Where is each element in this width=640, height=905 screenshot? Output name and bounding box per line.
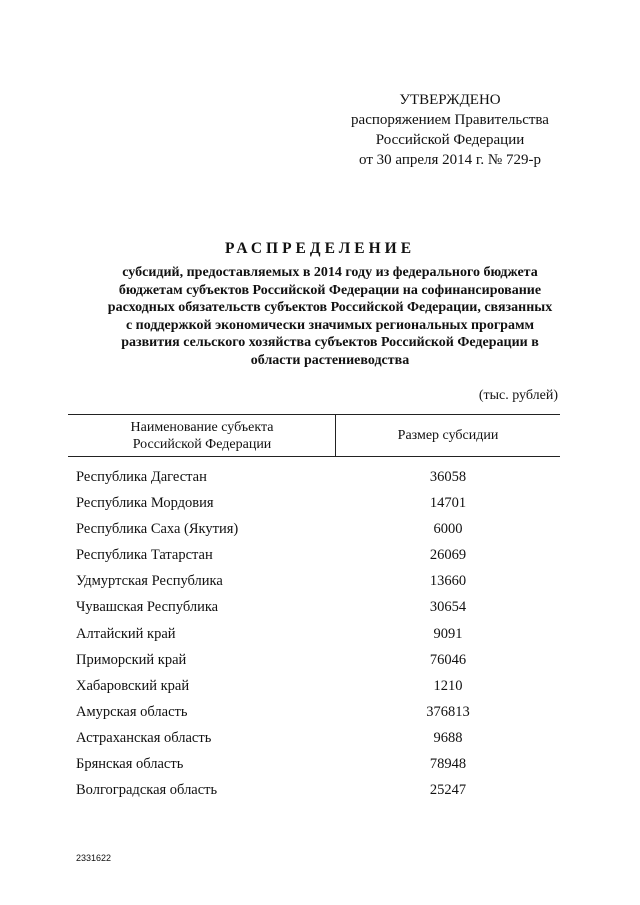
table-row [0, 725, 640, 751]
subtitle-line: субсидий, предоставляемых в 2014 году из федерального бюджета [122, 265, 538, 280]
table-row [0, 542, 640, 568]
approval-date: от 30 апреля 2014 г. № 729-р [359, 152, 541, 168]
region-name: Республика Мордовия [76, 495, 214, 512]
subsidy-amount: 13660 [429, 573, 467, 590]
subtitle-line: бюджетам субъектов Российской Федерации на софинансирование [118, 282, 542, 298]
units-label: (тыс. рублей) [478, 388, 558, 403]
table-top-rule [68, 414, 560, 415]
subsidy-amount: 376813 [426, 703, 470, 720]
subsidy-amount: 1210 [433, 677, 463, 694]
subsidy-table-body [0, 464, 640, 803]
region-name: Республика Дагестан [76, 469, 207, 485]
table-row [0, 673, 640, 699]
table-row [0, 568, 640, 594]
subsidy-amount: 25247 [429, 782, 467, 799]
table-row [0, 751, 640, 777]
region-name: Хабаровский край [76, 677, 190, 694]
region-name: Чувашская Республика [76, 599, 219, 616]
subtitle-line: расходных обязательств субъектов Российской Федерации, связанных [107, 300, 553, 315]
subsidy-amount: 36058 [429, 469, 467, 485]
document-number: 2331622 [76, 853, 112, 863]
column-header-amount: Размер субсидии [397, 428, 499, 443]
approval-line: распоряжением Правительства [351, 112, 549, 128]
table-row [0, 777, 640, 803]
table-row [0, 464, 640, 490]
approval-line: Российской Федерации [375, 132, 525, 148]
table-row [0, 490, 640, 516]
region-name: Алтайский край [76, 625, 176, 642]
subsidy-amount: 78948 [429, 756, 467, 773]
table-row [0, 647, 640, 673]
table-row [0, 699, 640, 725]
region-name: Республика Саха (Якутия) [76, 521, 239, 538]
document-title: РАСПРЕДЕЛЕНИЕ [224, 240, 416, 257]
region-name: Амурская область [76, 703, 188, 720]
approval-heading: УТВЕРЖДЕНО [399, 92, 501, 108]
table-row [0, 594, 640, 620]
subsidy-amount: 26069 [429, 547, 467, 564]
subsidy-amount: 9091 [433, 625, 463, 642]
region-name: Брянская область [76, 756, 184, 773]
subtitle-line: развития сельского хозяйства субъектов Российской Федерации в [121, 335, 539, 350]
subsidy-amount: 6000 [433, 521, 463, 538]
document-subtitle [60, 264, 600, 369]
region-name: Удмуртская Республика [76, 573, 223, 590]
subsidy-amount: 9688 [433, 729, 463, 746]
table-row [0, 516, 640, 542]
column-header-name [70, 419, 334, 453]
approval-stamp [330, 90, 570, 170]
subtitle-line: с поддержкой экономически значимых региональных программ [125, 317, 535, 333]
subsidy-amount: 14701 [429, 495, 467, 512]
region-name: Приморский край [76, 651, 187, 668]
subsidy-amount: 30654 [429, 599, 467, 616]
region-name: Астраханская область [76, 729, 212, 746]
table-row [0, 621, 640, 647]
column-header-name-line: Наименование субъекта [130, 420, 274, 435]
region-name: Республика Татарстан [76, 547, 213, 564]
table-header-rule [68, 456, 560, 457]
region-name: Волгоградская область [76, 782, 218, 799]
column-header-name-line: Российской Федерации [132, 437, 272, 452]
subsidy-amount: 76046 [429, 651, 467, 668]
subtitle-line: области растениеводства [250, 352, 410, 368]
